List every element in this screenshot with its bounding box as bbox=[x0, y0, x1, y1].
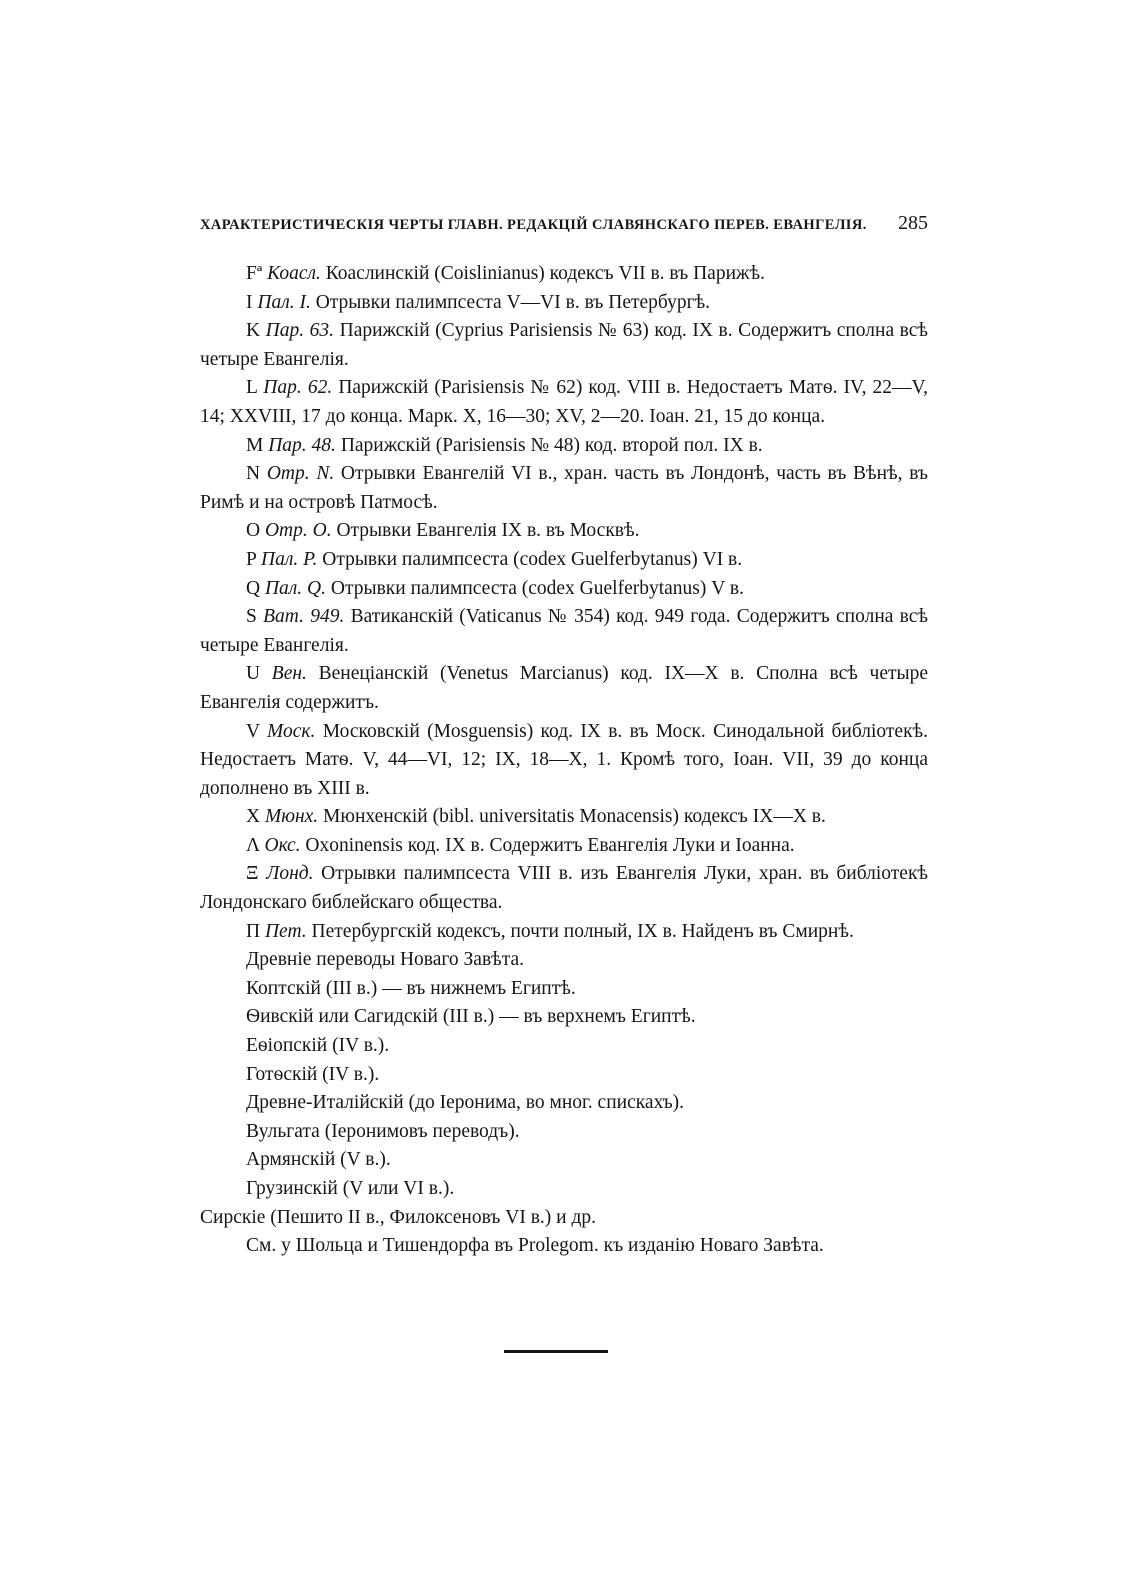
manuscript-entry bbox=[200, 374, 928, 431]
manuscript-siglum: N bbox=[246, 463, 261, 485]
manuscript-siglum: L bbox=[246, 377, 258, 399]
manuscript-siglum: M bbox=[246, 434, 264, 456]
manuscript-description: Отрывки Евангелія IX в. въ Москвѣ. bbox=[336, 520, 640, 542]
manuscript-siglum: Ξ bbox=[246, 863, 259, 885]
manuscript-description: Московскій (Mosguensis) код. IX в. въ Моск. Синодальной библіотекѣ. Недостаетъ Матѳ. V, 44—VI, 12; IX, 18—X, 1. Кромѣ того, Іоан. VII, 39 до конца дополнено въ XIII в. bbox=[200, 720, 929, 799]
version-item: Древне-Италійскій (до Іеронима, во мног. спискахъ). bbox=[246, 1092, 685, 1114]
manuscript-siglum: S bbox=[246, 606, 257, 628]
manuscript-siglum: Λ bbox=[246, 834, 260, 856]
manuscript-entry bbox=[200, 918, 928, 947]
closing-rule bbox=[504, 1350, 608, 1353]
manuscript-siglum: Q bbox=[246, 577, 261, 599]
ancient-versions bbox=[200, 946, 928, 1261]
syriac-versions: Сирскіе (Пешито II в., Филоксеновъ VI в.) и др. bbox=[200, 1206, 597, 1228]
manuscript-siglum: O bbox=[246, 520, 261, 542]
manuscript-description: Отрывки Евангелій VI в., хран. часть въ Лондонѣ, часть въ Вѣнѣ, въ Римѣ и на островѣ Патмосѣ. bbox=[200, 463, 928, 513]
manuscript-entry bbox=[200, 317, 928, 374]
manuscript-description: Отрывки палимпсеста (codex Guelferbytanus) V в. bbox=[330, 577, 744, 599]
version-item: Коптскій (III в.) — въ нижнемъ Египтѣ. bbox=[246, 977, 576, 999]
page-body bbox=[200, 260, 928, 1261]
manuscript-entry bbox=[200, 575, 928, 604]
manuscript-description: Отрывки палимпсеста (codex Guelferbytanus) VI в. bbox=[322, 548, 743, 570]
manuscript-siglum: Π bbox=[246, 920, 261, 942]
manuscript-abbreviation: Пал. I. bbox=[257, 291, 311, 313]
manuscript-description: Парижскій (Cyprius Parisiensis № 63) код. IX в. Содержитъ сполна всѣ четыре Евангелія. bbox=[200, 320, 929, 370]
manuscript-siglum: P bbox=[246, 548, 257, 570]
reference-note: См. у Шольца и Тишендорфа въ Prolegom. къ изданію Новаго Завѣта. bbox=[246, 1235, 824, 1257]
manuscript-entry bbox=[200, 546, 928, 575]
manuscript-list bbox=[200, 260, 928, 946]
page-number: 285 bbox=[898, 212, 928, 234]
manuscript-abbreviation: Пар. 63. bbox=[265, 320, 335, 342]
version-list bbox=[200, 975, 928, 1204]
version-item: Грузинскій (V или VI в.). bbox=[246, 1178, 455, 1199]
manuscript-siglum: Fª bbox=[246, 263, 263, 284]
manuscript-description: Ватиканскій (Vaticanus № 354) код. 949 года. Содержитъ сполна всѣ четыре Евангелія. bbox=[200, 606, 929, 656]
manuscript-abbreviation: Коасл. bbox=[267, 263, 321, 284]
manuscript-abbreviation: Пал. Q. bbox=[264, 577, 327, 599]
manuscript-abbreviation: Вен. bbox=[271, 663, 307, 685]
manuscript-siglum: K bbox=[246, 320, 261, 342]
manuscript-entry bbox=[200, 432, 928, 461]
manuscript-abbreviation: Лонд. bbox=[266, 863, 314, 885]
version-item: Готѳскій (IV в.). bbox=[246, 1063, 380, 1085]
manuscript-abbreviation: Пет. bbox=[264, 920, 307, 942]
manuscript-description: Парижскій (Parisiensis № 62) код. VIII в. Недостаетъ Матѳ. IV, 22—V, 14; XXVIII, 17 до конца. Марк. X, 16—30; XV, 2—20. Іоан. 21, 15 до конца. bbox=[200, 377, 929, 427]
manuscript-entry bbox=[200, 460, 928, 517]
manuscript-entry bbox=[200, 289, 928, 318]
running-head: ХАРАКТЕРИСТИЧЕСКІЯ ЧЕРТЫ ГЛАВН. РЕДАКЦІЙ СЛАВЯНСКАГО ПЕРЕВ. ЕВАНГЕЛІЯ. bbox=[200, 217, 867, 233]
manuscript-entry bbox=[200, 660, 928, 717]
manuscript-abbreviation: Пар. 48. bbox=[268, 434, 336, 456]
manuscript-abbreviation: Пар. 62. bbox=[263, 377, 333, 399]
manuscript-abbreviation: Моск. bbox=[267, 720, 316, 742]
manuscript-entry bbox=[200, 718, 928, 804]
page-header bbox=[200, 212, 928, 235]
manuscript-abbreviation: Пал. P. bbox=[261, 548, 318, 570]
manuscript-abbreviation: Окс. bbox=[264, 834, 301, 856]
manuscript-description: Венеціанскій (Venetus Marcianus) код. IX—X в. Сполна всѣ четыре Евангелія содержитъ. bbox=[200, 663, 929, 713]
version-item: Армянскій (V в.). bbox=[246, 1149, 391, 1171]
versions-heading: Древніе переводы Новаго Завѣта. bbox=[246, 949, 525, 971]
version-item: Вульгата (Іеронимовъ переводъ). bbox=[246, 1120, 520, 1142]
manuscript-abbreviation: Отр. O. bbox=[264, 520, 332, 542]
manuscript-description: Петербургскій кодексъ, почти полный, IX в. Найденъ въ Смирнѣ. bbox=[311, 920, 854, 942]
manuscript-siglum: U bbox=[246, 663, 261, 685]
manuscript-siglum: V bbox=[246, 720, 260, 742]
version-item: Еѳіопскій (IV в.). bbox=[246, 1035, 390, 1057]
manuscript-abbreviation: Отр. N. bbox=[266, 463, 335, 485]
manuscript-entry bbox=[200, 260, 928, 289]
manuscript-description: Мюнхенскій (bibl. universitatis Monacensis) кодексъ IX—X в. bbox=[323, 806, 826, 828]
manuscript-entry bbox=[200, 603, 928, 660]
manuscript-siglum: X bbox=[246, 806, 261, 828]
manuscript-entry bbox=[200, 860, 928, 917]
manuscript-description: Отрывки палимпсеста VIII в. изъ Евангелія Луки, хран. въ библіотекѣ Лондонскаго библейскаго общества. bbox=[200, 863, 929, 914]
manuscript-description: Коаслинскій (Coislinianus) кодексъ VII в. въ Парижѣ. bbox=[325, 263, 765, 284]
manuscript-description: Парижскій (Parisiensis № 48) код. второй пол. IX в. bbox=[340, 434, 763, 456]
manuscript-description: Oxoninensis код. IX в. Содержитъ Евангелія Луки и Іоанна. bbox=[305, 834, 795, 856]
manuscript-abbreviation: Мюнх. bbox=[264, 806, 319, 828]
manuscript-entry bbox=[200, 832, 928, 861]
manuscript-entry bbox=[200, 517, 928, 546]
version-item: Ѳивскій или Сагидскій (III в.) — въ верхнемъ Египтѣ. bbox=[246, 1006, 696, 1028]
manuscript-description: Отрывки палимпсеста V—VI в. въ Петербургѣ. bbox=[315, 291, 711, 313]
manuscript-siglum: I bbox=[246, 291, 253, 313]
manuscript-abbreviation: Ват. 949. bbox=[263, 606, 345, 628]
manuscript-entry bbox=[200, 803, 928, 832]
